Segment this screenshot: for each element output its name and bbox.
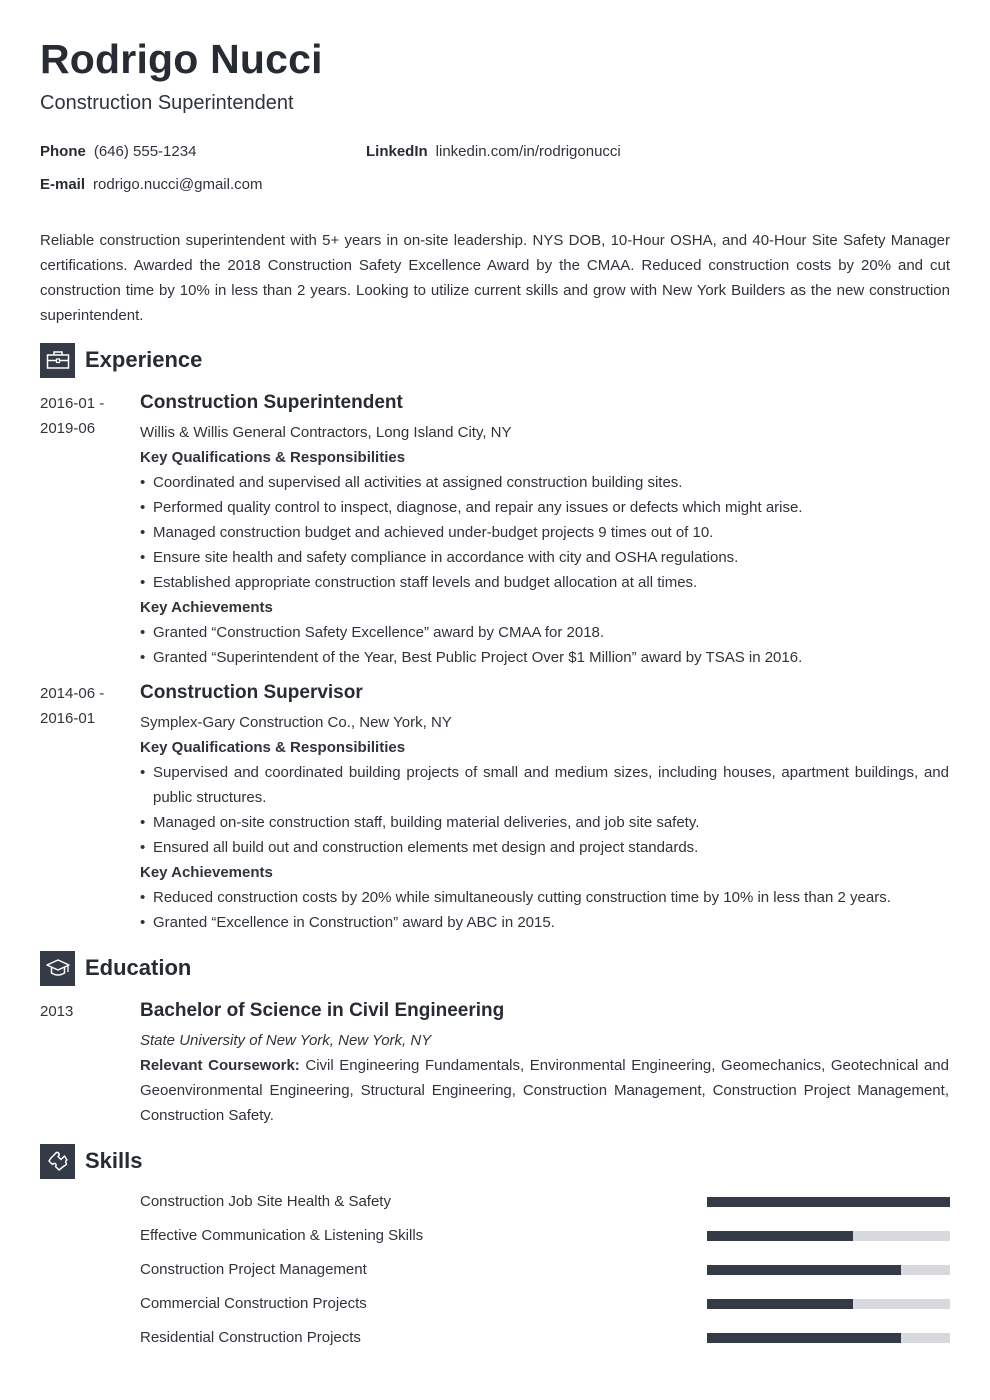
school-name: State University of New York, New York, NY [140, 1032, 432, 1049]
skill-name: Commercial Construction Projects [140, 1295, 367, 1312]
qualifications-list [140, 760, 949, 860]
profile-summary: Reliable construction superintendent with 5+ years in on-site leadership. NYS DOB, 10-Hour OSHA, and 40-Hour Site Safety Manager certifications. Awarded the 2018 Construction Safety Excellence Award by the CMAA. Reduced construction costs by 20% and cut construction time by 10% in less than 2 years. Looking to utilize current skills and grow with New York Builders as the new construction superintendent. [40, 232, 950, 324]
list-item: • Granted “Excellence in Construction” award by ABC in 2015. [140, 910, 949, 935]
skill-row [140, 1294, 950, 1314]
achievements-list [140, 620, 949, 670]
job-company: Willis & Willis General Contractors, Long Island City, NY [140, 424, 512, 441]
email-label: E-mail [40, 176, 86, 193]
qualifications-heading: Key Qualifications & Responsibilities [140, 739, 406, 756]
list-item: • Coordinated and supervised all activities at assigned construction building sites. [140, 470, 949, 495]
skill-row [140, 1192, 950, 1212]
job-dates: 2016-01 - 2019-06 [40, 395, 105, 437]
skill-row [140, 1328, 950, 1348]
skill-level-fill [707, 1299, 853, 1309]
skill-name: Construction Project Management [140, 1261, 367, 1278]
list-item: • Managed construction budget and achieved under-budget projects 9 times out of 10. [140, 520, 949, 545]
linkedin-label: LinkedIn [366, 143, 428, 160]
skill-level-bar [707, 1265, 950, 1275]
coursework-label: Relevant Coursework: [140, 1057, 300, 1074]
job-company: Symplex-Gary Construction Co., New York, NY [140, 714, 452, 731]
briefcase-icon [40, 343, 75, 378]
candidate-title: Construction Superintendent [40, 92, 294, 114]
achievements-heading: Key Achievements [140, 599, 273, 616]
skill-name: Residential Construction Projects [140, 1329, 361, 1346]
skill-level-fill [707, 1265, 901, 1275]
job-details [140, 391, 949, 670]
skills-section-header [40, 1143, 142, 1179]
list-item: • Managed on-site construction staff, building material deliveries, and job site safety. [140, 810, 949, 835]
list-item: • Granted “Construction Safety Excellence” award by CMAA for 2018. [140, 620, 949, 645]
job-title: Construction Supervisor [140, 682, 363, 703]
list-item: • Performed quality control to inspect, diagnose, and repair any issues or defects which might arise. [140, 495, 949, 520]
skills-heading: Skills [85, 1148, 143, 1173]
skill-level-fill [707, 1197, 950, 1207]
achievements-list [140, 885, 949, 935]
list-item: • Supervised and coordinated building projects of small and medium sizes, including houses, apartment buildings, and public structures. [140, 760, 949, 810]
phone-value: (646) 555-1234 [93, 143, 197, 160]
qualifications-heading: Key Qualifications & Responsibilities [140, 449, 406, 466]
email-contact [40, 176, 262, 193]
education-heading: Education [85, 955, 192, 980]
job-title: Construction Superintendent [140, 392, 403, 413]
education-year: 2013 [40, 1003, 74, 1020]
skill-name: Construction Job Site Health & Safety [140, 1193, 391, 1210]
phone-label: Phone [40, 143, 86, 160]
skill-row [140, 1226, 950, 1246]
linkedin-value[interactable]: linkedin.com/in/rodrigonucci [435, 143, 621, 160]
list-item: • Ensure site health and safety compliance in accordance with city and OSHA regulations. [140, 545, 949, 570]
graduation-cap-icon [40, 951, 75, 986]
coursework [140, 1053, 949, 1128]
puzzle-icon [40, 1144, 75, 1179]
coursework-text: Civil Engineering Fundamentals, Environmental Engineering, Geomechanics, Geotechnical and Geoenvironmental Engineering, Structural Engineering, Construction Management, Construction Project Management, Construction Safety. [140, 1057, 949, 1124]
qualifications-list [140, 470, 949, 595]
email-value[interactable]: rodrigo.nucci@gmail.com [93, 176, 263, 193]
skill-level-bar [707, 1333, 950, 1343]
phone-contact [40, 143, 196, 160]
job-dates: 2014-06 - 2016-01 [40, 685, 105, 727]
skill-level-fill [707, 1231, 853, 1241]
education-details [140, 999, 949, 1128]
skill-level-fill [707, 1333, 901, 1343]
experience-heading: Experience [85, 347, 203, 372]
skill-row [140, 1260, 950, 1280]
experience-section-header [40, 342, 202, 378]
skill-level-bar [707, 1197, 950, 1207]
education-section-header [40, 950, 191, 986]
skill-level-bar [707, 1231, 950, 1241]
list-item: • Reduced construction costs by 20% while simultaneously cutting construction time by 10% in less than 2 years. [140, 885, 949, 910]
list-item: • Granted “Superintendent of the Year, Best Public Project Over $1 Million” award by TSAS in 2016. [140, 645, 949, 670]
candidate-name: Rodrigo Nucci [40, 36, 323, 82]
achievements-heading: Key Achievements [140, 864, 273, 881]
skill-level-bar [707, 1299, 950, 1309]
linkedin-contact [366, 143, 621, 160]
degree-title: Bachelor of Science in Civil Engineering [140, 1000, 505, 1021]
list-item: • Established appropriate construction staff levels and budget allocation at all times. [140, 570, 949, 595]
list-item: • Ensured all build out and construction elements met design and project standards. [140, 835, 949, 860]
skill-name: Effective Communication & Listening Skills [140, 1227, 424, 1244]
job-details [140, 681, 949, 935]
